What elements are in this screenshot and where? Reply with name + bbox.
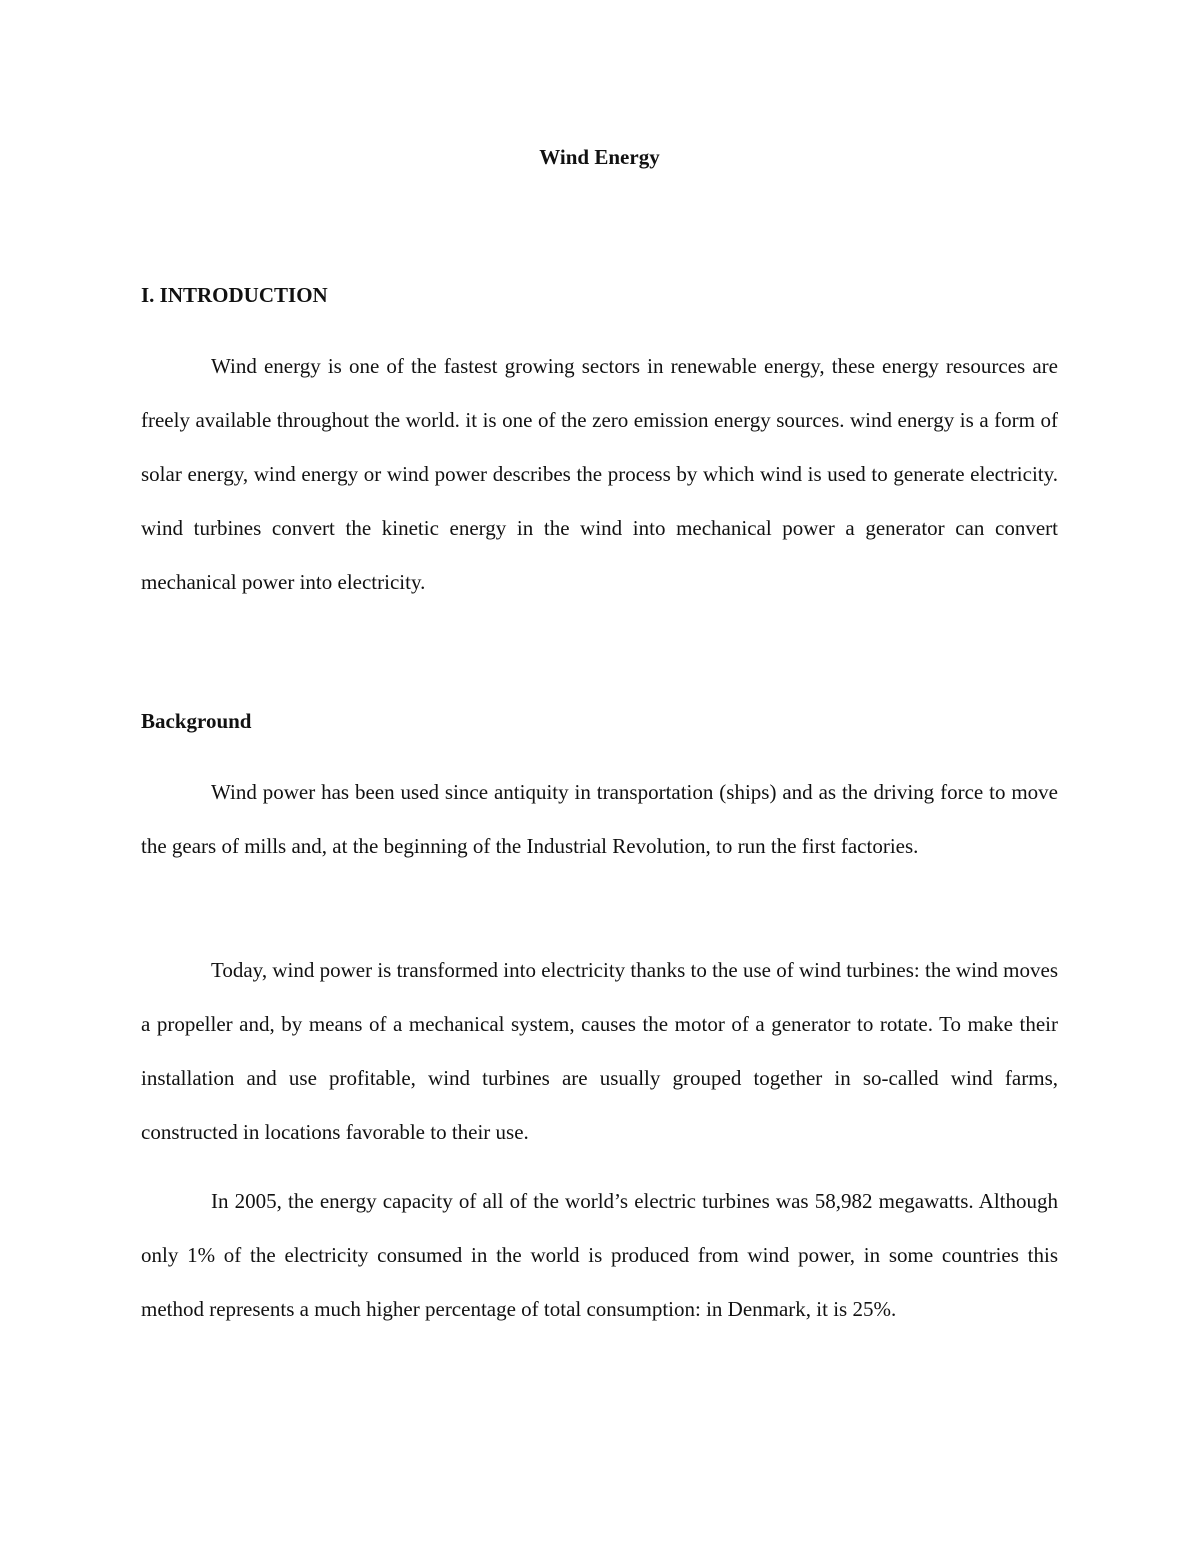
background-paragraph-2: Today, wind power is transformed into electricity thanks to the use of wind turbines: the wind moves a propeller and, by means of a mechanical system, causes the motor of a generator to rotate. To make their installation and use profitable, wind turbines are usually grouped together in so-called wind farms, constructed in locations favorable to their use. [141, 958, 1058, 1144]
section-heading-background: Background [141, 709, 252, 733]
section-heading-introduction: I. INTRODUCTION [141, 283, 328, 307]
background-paragraph-3: In 2005, the energy capacity of all of the world’s electric turbines was 58,982 megawatts. Although only 1% of the electricity consumed in the world is produced from wind power, in some countries this method represents a much higher percentage of total consumption: in Denmark, it is 25%. [141, 1189, 1058, 1321]
background-paragraph-1: Wind power has been used since antiquity in transportation (ships) and as the driving force to move the gears of mills and, at the beginning of the Industrial Revolution, to run the first factories. [141, 780, 1058, 858]
document-title: Wind Energy [539, 145, 660, 169]
introduction-paragraph: Wind energy is one of the fastest growing sectors in renewable energy, these energy resources are freely available throughout the world. it is one of the zero emission energy sources. wind energy is a form of solar energy, wind energy or wind power describes the process by which wind is used to generate electricity. wind turbines convert the kinetic energy in the wind into mechanical power a generator can convert mechanical power into electricity. [141, 354, 1058, 594]
